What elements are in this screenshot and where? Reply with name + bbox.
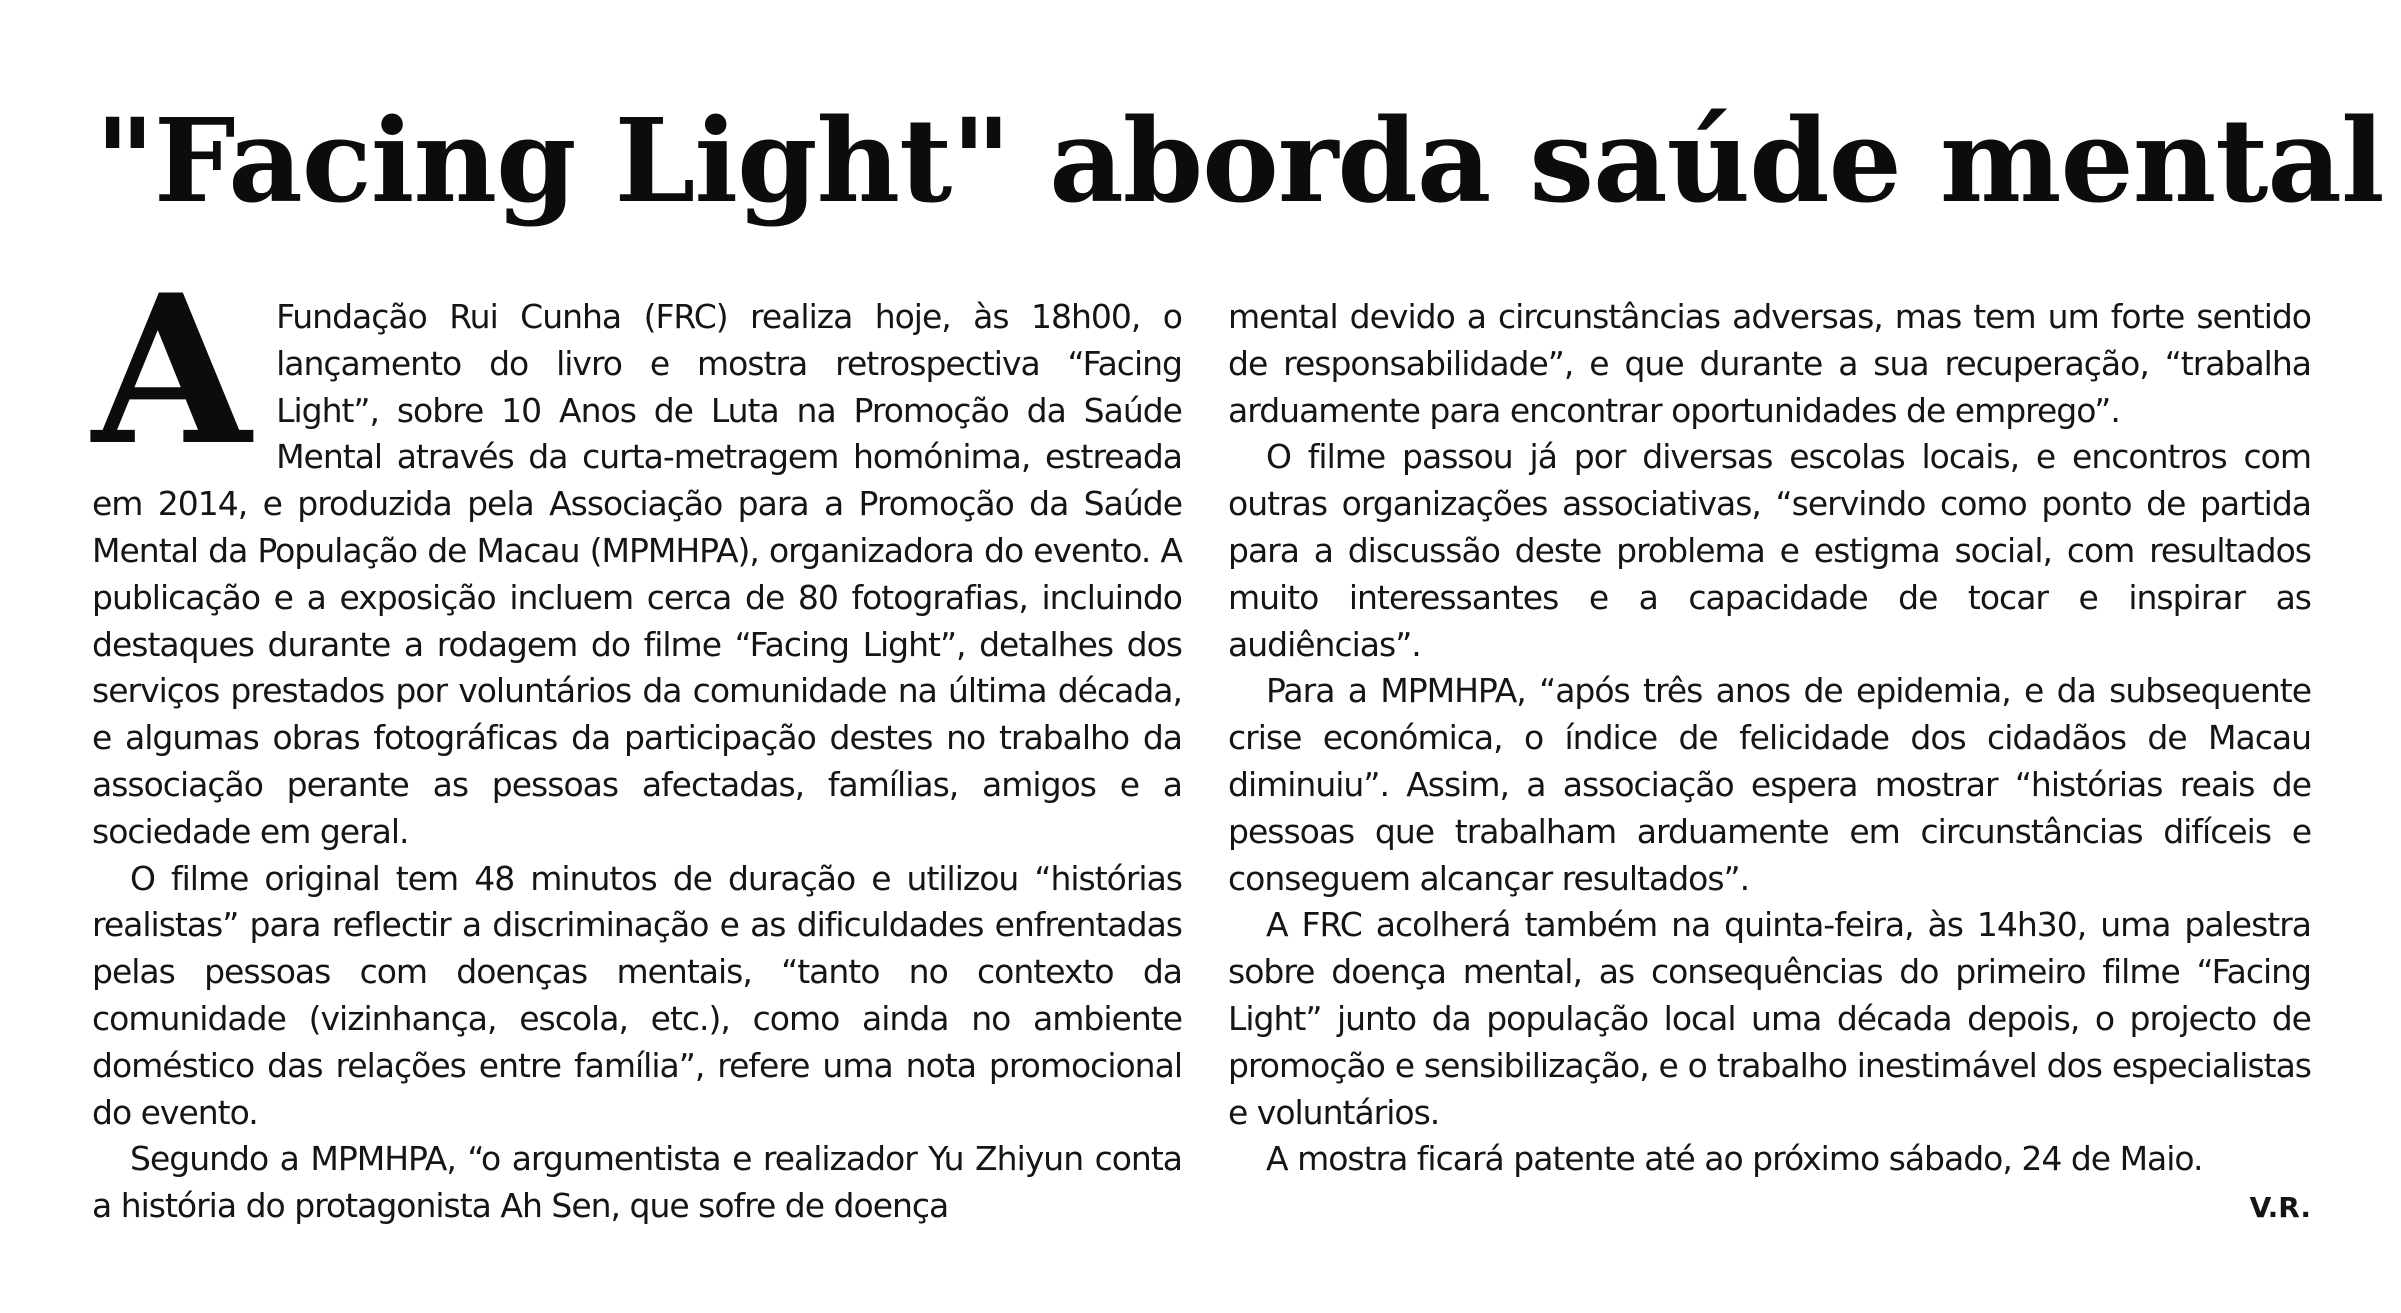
article-headline: "Facing Light" aborda saúde mental: [95, 94, 2384, 229]
article-paragraph: O filme passou já por diversas escolas locais, e encontros com outras organizações associativas, “servindo como ponto de partida para a discussão deste problema e estigma social, com resultados muito interessantes e a capacidade de tocar e inspirar as audiências”.: [1228, 437, 2311, 664]
article-paragraph: mental devido a circunstâncias adversas, mas tem um forte sentido de responsabilidade”, e que durante a sua recuperação, “trabalha arduamente para encontrar oportunidades de emprego”.: [1228, 297, 2311, 430]
article-paragraph: O filme original tem 48 minutos de duração e utilizou “histórias realistas” para reflectir a discriminação e as dificuldades enfrentadas pelas pessoas com doenças mentais, “tanto no contexto da comunidade (vizinhança, escola, etc.), como ainda no ambiente doméstico das relações entre família”, refere uma nota promocional do evento.: [92, 858, 1182, 1132]
article-column-right: [1228, 294, 2311, 1183]
article-paragraph: Para a MPMHPA, “após três anos de epidemia, e da subsequente crise económica, o índice de felicidade dos cidadãos de Macau diminuiu”. Assim, a associação espera mostrar “histórias reais de pessoas que trabalham arduamente em circunstâncias difíceis e conseguem alcançar resultados”.: [1228, 671, 2311, 898]
article-paragraph: A mostra ficará patente até ao próximo sábado, 24 de Maio.: [1266, 1139, 2203, 1179]
article-column-left: [92, 251, 1182, 1230]
author-signature: V.R.: [2249, 1191, 2311, 1224]
article-paragraph: [92, 251, 1182, 856]
article-paragraph: Segundo a MPMHPA, “o argumentista e realizador Yu Zhiyun conta a história do protagonista Ah Sen, que sofre de doença: [92, 1139, 1182, 1226]
drop-cap: A: [92, 251, 251, 491]
article-paragraph: A FRC acolherá também na quinta-feira, às 14h30, uma palestra sobre doença mental, as consequências do primeiro filme “Facing Light” junto da população local uma década depois, o projecto de promoção e sensibilização, e o trabalho inestimável dos especialistas e voluntários.: [1228, 905, 2311, 1132]
paragraph-text: Fundação Rui Cunha (FRC) realiza hoje, às 18h00, o lançamento do livro e mostra retrospectiva “Facing Light”, sobre 10 Anos de Luta na Promoção da Saúde Mental através da curta-metragem homónima, estreada em 2014, e produzida pela Associação para a Promoção da Saúde Mental da População de Macau (MPMHPA), organizadora do evento. A publicação e a exposição incluem cerca de 80 fotografias, incluindo destaques durante a rodagem do filme “Facing Light”, detalhes dos serviços prestados por voluntários da comunidade na última década, e algumas obras fotográficas da participação destes no trabalho da associação perante as pessoas afectadas, famílias, amigos e a sociedade em geral.: [92, 297, 1182, 851]
